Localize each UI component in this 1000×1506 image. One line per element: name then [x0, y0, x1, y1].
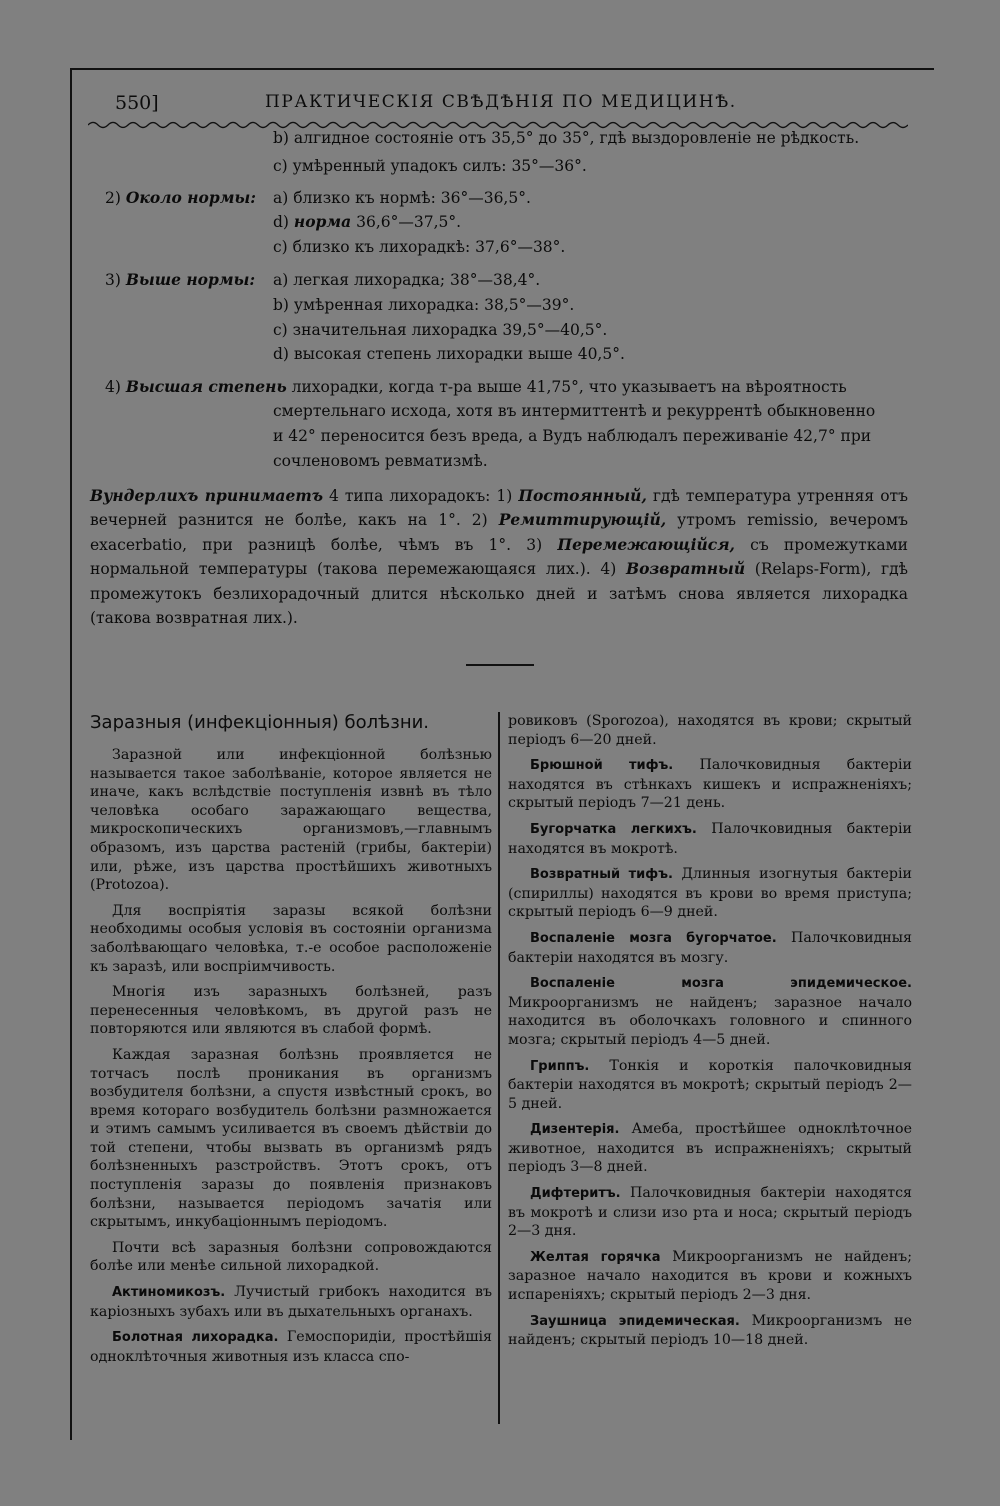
wunderlich-paragraph: Вундерлихъ принимаетъ 4 типа лихорадокъ: 1) Постоянный, гдѣ температура утренняя отъ вечерней разнится не болѣе, какъ на 1°. 2) Ремиттирующій, утромъ remissio, вечеромъ exacerbatio, при разницѣ болѣе, чѣмъ въ 1°. 3) Перемежающійся, съ промежутками нормальной температуры (такова перемежающаяся лих.). 4) Возвратный (Relaps-Form), гдѣ промежутокъ безлихорадочный длится нѣсколько дней и затѣмъ снова является лихорадка (такова возвратная лих.).: [90, 486, 909, 628]
section-title: Заразныя (инфекціонныя) болѣзни.: [90, 712, 430, 733]
paragraph: Многія изъ заразныхъ болѣзней, разъ перенесенныя человѣкомъ, въ другой разъ не повторяются или являются въ слабой формѣ.: [90, 984, 492, 1038]
disease-entry: Брюшной тифъ. Палочковидныя бактеріи находятся въ стѣнкахъ кишекъ и испражненіяхъ; скрытый періодъ 7—21 день.: [508, 757, 912, 812]
paragraph: Для воспріятія заразы всякой болѣзни необходимы особыя условія въ состояніи организма заболѣвающаго человѣка, т.-е особое расположеніе къ заразѣ, или воспріимчивость.: [90, 902, 492, 975]
scale-line: a) близко къ нормѣ: 36°—36,5°.: [273, 189, 531, 207]
scale-line: d) норма 36,6°—37,5°.: [273, 212, 462, 231]
disease-entry: Воспаленіе мозга бугорчатое. Палочковидныя бактеріи находятся въ мозгу.: [508, 929, 913, 966]
section-divider: [466, 664, 534, 666]
scale-line: c) умѣренный упадокъ силъ: 35°—36°.: [273, 157, 587, 175]
disease-entry: Возвратный тифъ. Длинныя изогнутыя бактеріи (спириллы) находятся въ крови во время приступа; скрытый періодъ 6—9 дней.: [508, 866, 912, 921]
scale-line: b) умѣренная лихорадка: 38,5°—39°.: [273, 296, 575, 314]
disease-entry: Дизентерія. Амеба, простѣйшее одноклѣточное животное, находится въ испражненіяхъ; скрытый періодъ 3—8 дней.: [508, 1121, 912, 1176]
scale-line: и 42° переносится безъ вреда, а Вудъ наблюдалъ переживаніе 42,7° при: [273, 427, 872, 445]
scale-line: сочленовомъ ревматизмѣ.: [273, 452, 488, 470]
disease-entry: Актиномикозъ. Лучистый грибокъ находится въ каріозныхъ зубахъ или въ дыхательныхъ органахъ.: [90, 1284, 492, 1320]
scale-line: смертельнаго исхода, хотя въ интермиттентѣ и рекуррентѣ обыкновенно: [273, 402, 876, 420]
scale-group-label: 4) Высшая степень лихорадки, когда т-ра выше 41,75°, что указываетъ на вѣроятность: [105, 377, 847, 396]
left-column: [90, 746, 492, 1373]
scale-group-label: 2) Около нормы:: [105, 188, 256, 207]
page-header: [115, 92, 915, 118]
scale-line: c) близко къ лихорадкѣ: 37,6°—38°.: [273, 238, 566, 256]
paragraph: Заразной или инфекціонной болѣзнью называется такое заболѣваніе, которое является не иначе, какъ вслѣдствіе поступленія извнѣ въ тѣло человѣка особаго заражающаго вещества, микроскопическихъ организмовъ,—главнымъ образомъ, изъ царства растеній (грибы, бактеріи) или, рѣже, изъ царства простѣйшихъ животныхъ (Protozoa).: [90, 747, 492, 894]
disease-entry: Болотная лихорадка. Гемоспоридіи, простѣйшія одноклѣточныя животныя изъ класса спо-: [90, 1329, 492, 1365]
column-rule: [498, 712, 500, 1424]
disease-entry: Гриппъ. Тонкія и короткія палочковидныя бактеріи находятся въ мокротѣ; скрытый періодъ 2—5 дней.: [508, 1057, 912, 1112]
disease-entry: Заушница эпидемическая. Микроорганизмъ не найденъ; скрытый періодъ 10—18 дней.: [508, 1312, 912, 1349]
paragraph: ровиковъ (Sporozoa), находятся въ крови; скрытый періодъ 6—20 дней.: [508, 713, 912, 748]
paragraph: Почти всѣ заразныя болѣзни сопровождаются болѣе или менѣе сильной лихорадкой.: [90, 1239, 492, 1275]
paragraph: Каждая заразная болѣзнь проявляется не тотчасъ послѣ проникания въ организмъ возбудителя болѣзни, а спустя извѣстный срокъ, во время котораго возбудитель болѣзни размножается и этимъ самымъ усиливается въ своемъ дѣйствіи до той степени, чтобы вызвать въ организмѣ рядъ болѣзненныхъ разстройствъ. Этотъ срокъ, отъ поступленія заразы до появленія признаковъ болѣзни, называется періодомъ зачатія или скрытымъ, инкубаціоннымъ періодомъ.: [90, 1046, 492, 1231]
scale-group-label: 3) Выше нормы:: [105, 270, 256, 289]
disease-entry: Бугорчатка легкихъ. Палочковидныя бактеріи находятся въ мокротѣ.: [508, 820, 912, 857]
running-head: ПРАКТИЧЕСКІЯ СВѢДѢНІЯ ПО МЕДИЦИНѢ.: [265, 92, 737, 112]
scale-line: d) высокая степень лихорадки выше 40,5°.: [273, 345, 625, 363]
disease-entry: Дифтеритъ. Палочковидныя бактеріи находятся въ мокротѣ и слизи изо рта и носа; скрытый періодъ 2—3 дня.: [508, 1185, 912, 1240]
scale-line: b) алгидное состояніе отъ 35,5° до 35°, гдѣ выздоровленіе не рѣдкость.: [273, 129, 860, 147]
scale-line: c) значительная лихорадка 39,5°—40,5°.: [273, 321, 608, 339]
disease-entry: Воспаленіе мозга эпидемическое. Микроорганизмъ не найденъ; заразное начало находится въ оболочкахъ головного и спинного мозга; скрытый періодъ 4—5 дней.: [508, 976, 912, 1048]
right-column: [508, 712, 912, 1357]
disease-entry: Желтая горячка Микроорганизмъ не найденъ; заразное начало находится въ крови и кожныхъ испареніяхъ; скрытый періодъ 2—3 дня.: [508, 1248, 912, 1304]
page-number: 550]: [115, 92, 159, 114]
scale-line: a) легкая лихорадка; 38°—38,4°.: [273, 271, 541, 289]
